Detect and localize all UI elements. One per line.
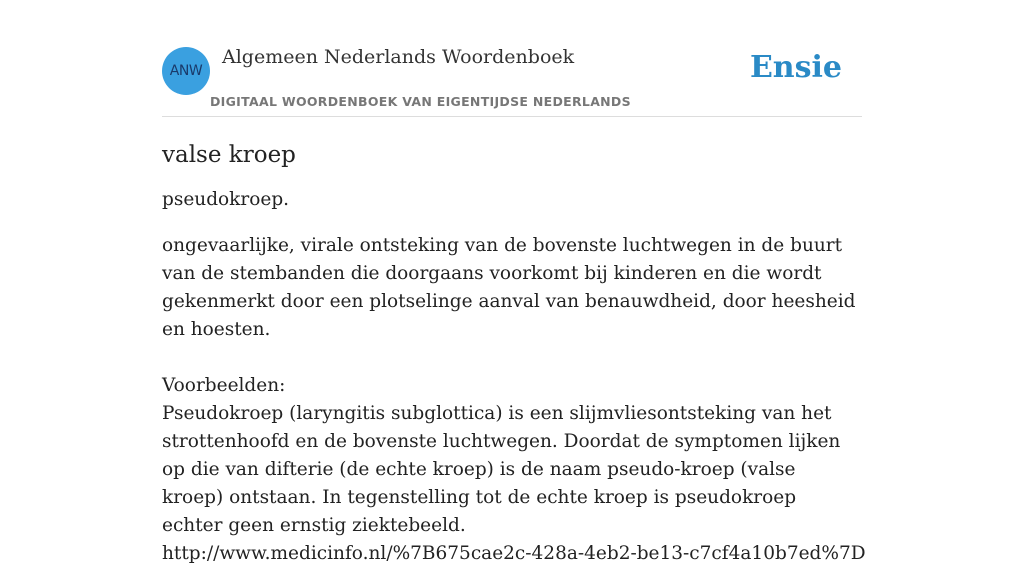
header <box>162 0 862 117</box>
entry-definition: ongevaarlijke, virale ontsteking van de bovenste luchtwegen in de buurt van de stembanden die doorgaans voorkomt bij kinderen en die wordt gekenmerkt door een plotselinge aanval van benauwdheid, door heesheid en hoesten. <box>162 235 856 340</box>
dictionary-name[interactable]: Algemeen Nederlands Woordenboek <box>222 46 575 68</box>
page-container <box>162 0 866 568</box>
example-text: Pseudokroep (laryngitis subglottica) is een slijmvliesontsteking van het strottenhoofd en de bovenste luchtwegen. Doordat de symptomen lijken op die van difterie (de echte kroep) is de naam pseudo-kroep (valse kroep) ontstaan. In tegenstelling tot de echte kroep is pseudokroep echter geen ernstig ziektebeeld. <box>162 403 841 536</box>
dictionary-subtitle: DIGITAAL WOORDENBOEK VAN EIGENTIJDSE NEDERLANDS <box>210 94 631 109</box>
ensie-logo[interactable]: Ensie <box>749 50 842 85</box>
entry-synonym: pseudokroep. <box>162 189 290 210</box>
entry-term: valse kroep <box>162 142 296 168</box>
anw-logo[interactable]: ANW <box>162 47 210 95</box>
example-source-url[interactable]: http://www.medicinfo.nl/%7B675cae2c-428a-4eb2-be13-c7cf4a10b7ed%7D <box>162 543 866 564</box>
examples-label: Voorbeelden: <box>162 375 286 396</box>
